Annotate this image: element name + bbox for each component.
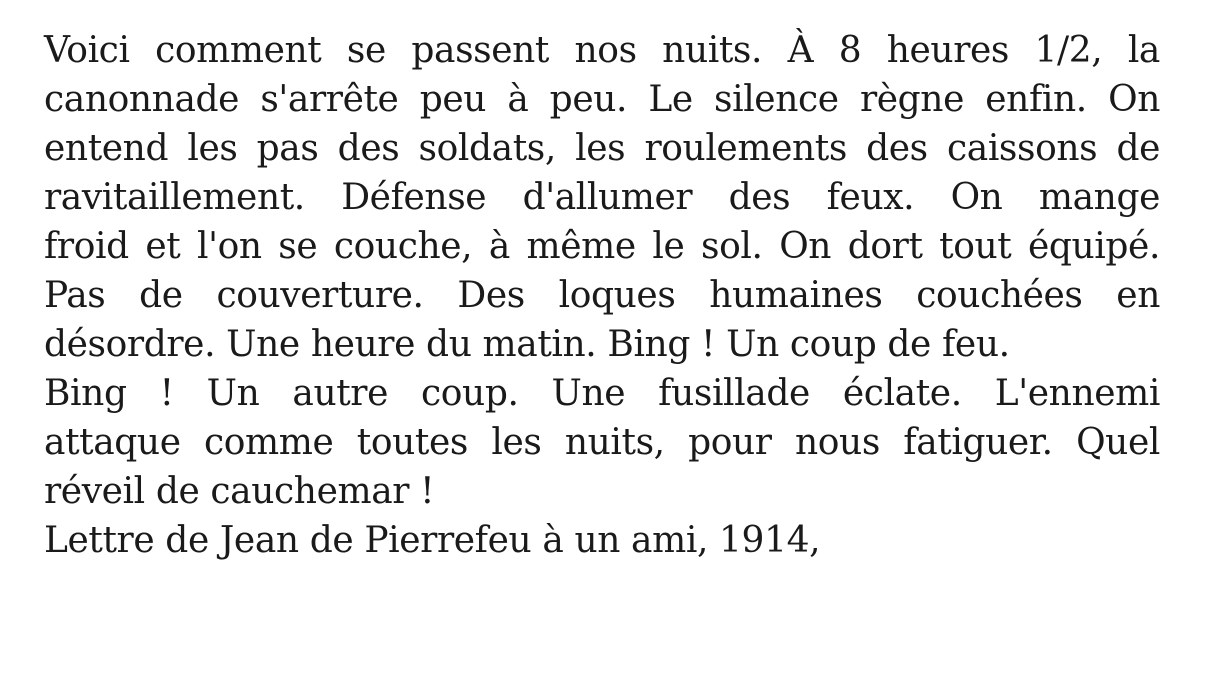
text-line: Voici comment se passent nos nuits. À 8 heures 1/2, la	[44, 30, 1160, 71]
text-line: ravitaillement. Défense d'allumer des feux. On mange	[44, 177, 1160, 218]
text-line: Bing ! Un autre coup. Une fusillade éclate. L'ennemi	[44, 373, 1160, 414]
document-page	[44, 26, 1160, 565]
text-paragraph-1	[44, 26, 1160, 369]
text-line: Pas de couverture. Des loques humaines couchées en	[44, 275, 1160, 316]
text-line: réveil de cauchemar !	[44, 471, 435, 512]
text-line: canonnade s'arrête peu à peu. Le silence règne enfin. On	[44, 79, 1160, 120]
source-citation: Lettre de Jean de Pierrefeu à un ami, 1914,	[44, 520, 821, 561]
text-line: froid et l'on se couche, à même le sol. On dort tout équipé.	[44, 226, 1160, 267]
text-paragraph-2	[44, 369, 1160, 516]
text-line: attaque comme toutes les nuits, pour nous fatiguer. Quel	[44, 422, 1160, 463]
text-line: désordre. Une heure du matin. Bing ! Un coup de feu.	[44, 324, 1010, 365]
text-line: entend les pas des soldats, les roulements des caissons de	[44, 128, 1160, 169]
